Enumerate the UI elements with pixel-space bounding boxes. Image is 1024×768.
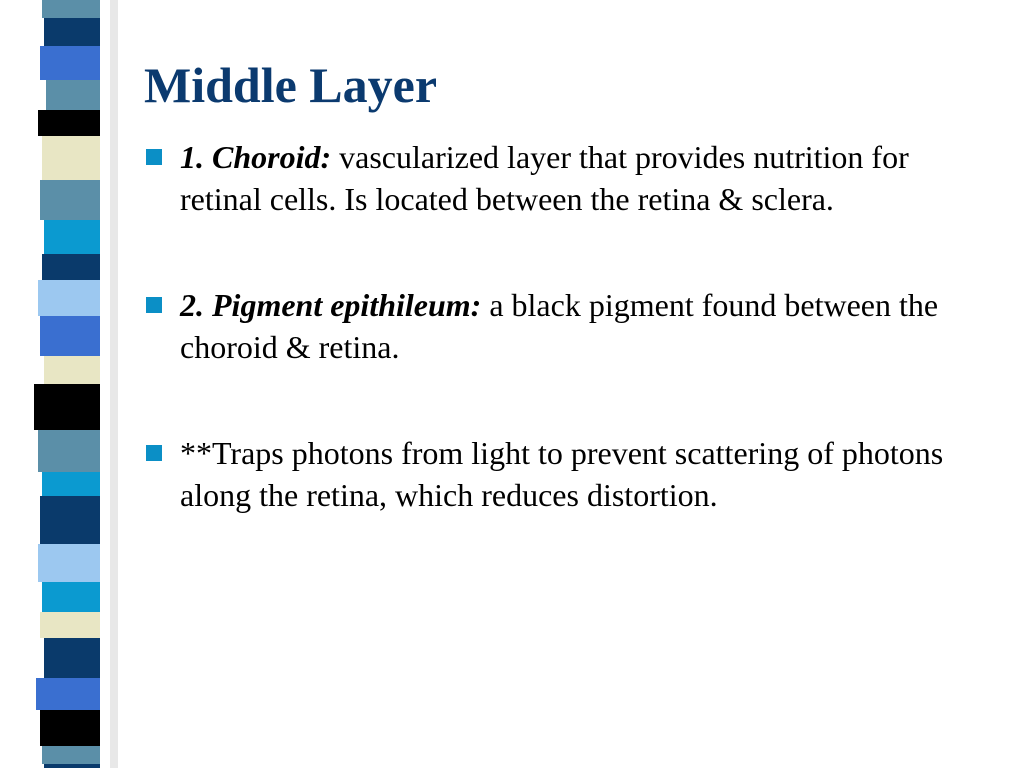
square-bullet-icon [146, 297, 162, 313]
bar-stripe [38, 544, 100, 582]
bullet-list [144, 136, 974, 516]
bar-stripe [34, 384, 100, 430]
bar-stripe [42, 582, 100, 612]
bar-stripe [40, 180, 100, 220]
bullet-term: 1. Choroid: [180, 139, 332, 175]
slide-title: Middle Layer [144, 57, 438, 113]
bullet-item-pigment-epithileum [144, 284, 974, 368]
bar-stripe [42, 0, 100, 18]
bar-stripe [40, 316, 100, 356]
bullet-term: 2. Pigment epithileum: [180, 287, 482, 323]
bar-stripe [38, 430, 100, 472]
bar-stripe [40, 612, 100, 638]
bar-stripe [44, 220, 100, 254]
bar-stripe [38, 280, 100, 316]
bullet-text: a black pigment found between the choroid & retina. [180, 287, 939, 365]
bar-stripe [40, 710, 100, 746]
bar-stripe [42, 472, 100, 496]
bar-stripe [44, 638, 100, 678]
bar-stripe [40, 496, 100, 544]
decorative-striped-bar [0, 0, 118, 768]
striped-bar-graphic [0, 0, 118, 768]
bar-stripe [44, 356, 100, 384]
bar-stripe [38, 110, 100, 136]
bar-stripe [36, 678, 100, 710]
square-bullet-icon [146, 445, 162, 461]
bullet-text: vascularized layer that provides nutrition for retinal cells. Is located between the retina & sclera. [180, 139, 909, 217]
bar-stripe [42, 136, 100, 180]
bar-stripe [46, 80, 100, 110]
bullet-item-traps-photons [144, 432, 974, 516]
bar-stripe [44, 764, 100, 768]
bar-stripe [42, 254, 100, 280]
bullet-item-choroid [144, 136, 974, 220]
bar-stripe [40, 46, 100, 80]
bullet-text: **Traps photons from light to prevent scattering of photons along the retina, which reduces distortion. [180, 435, 944, 513]
bar-stripe [44, 18, 100, 46]
bar-stripe [42, 746, 100, 764]
square-bullet-icon [146, 149, 162, 165]
